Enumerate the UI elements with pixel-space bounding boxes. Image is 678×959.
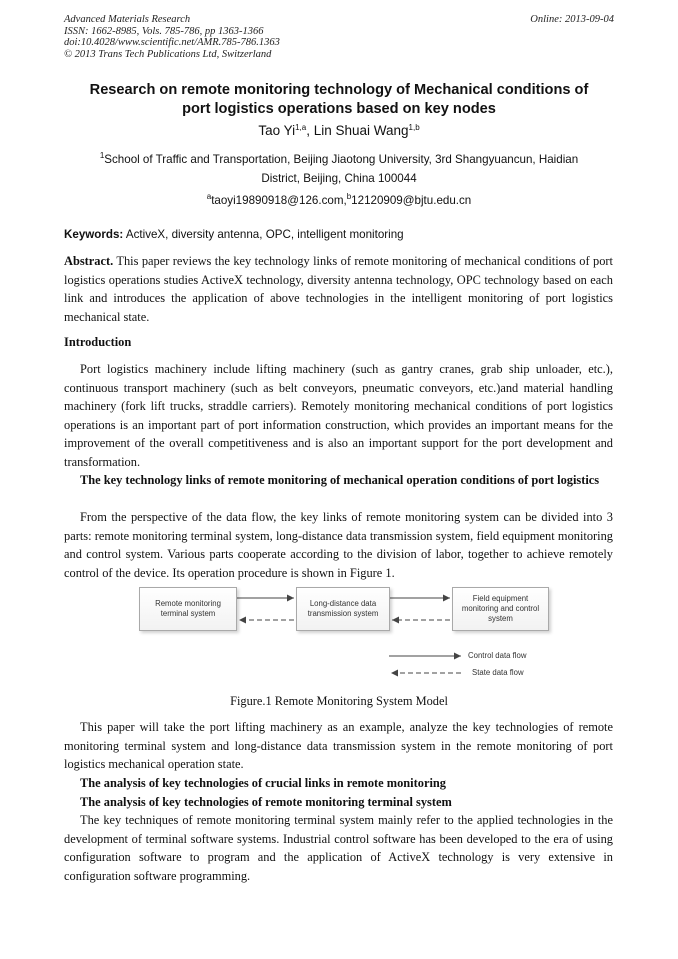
abstract	[64, 252, 613, 326]
issn-line: ISSN: 1662-8985, Vols. 785-786, pp 1363-1366	[64, 25, 264, 37]
author-1: Tao Yi	[258, 123, 296, 138]
keywords	[64, 228, 624, 241]
affiliation-sup: 1	[99, 151, 105, 160]
heading-crucial-links: The analysis of key technologies of crucial links in remote monitoring	[80, 776, 446, 790]
abstract-label: Abstract.	[64, 254, 114, 268]
email-b[interactable]: 12120909@bjtu.edu.cn	[351, 194, 472, 207]
box-field-equipment-monitoring: Field equipment monitoring and control system	[452, 587, 549, 631]
terminal-system-paragraph: The key techniques of remote monitoring terminal system mainly refer to the applied technologies in the development of terminal software systems. Industrial control software has been developed to the era of using configuration software to program and the application of ActiveX technology is very extensive in configuration software programming.	[64, 813, 613, 883]
author-separator: ,	[306, 123, 314, 138]
author-2: Lin Shuai Wang	[313, 123, 409, 138]
affiliation-line-1: School of Traffic and Transportation, Beijing Jiaotong University, 3rd Shangyuancun, Haidian	[104, 153, 579, 166]
title-line-1: Research on remote monitoring technology of Mechanical conditions of	[89, 82, 589, 98]
affiliation	[72, 150, 606, 188]
keywords-label: Keywords:	[64, 228, 124, 241]
keywords-text: ActiveX, diversity antenna, OPC, intelligent monitoring	[123, 228, 404, 241]
paragraph-after-figure: This paper will take the port lifting machinery as an example, analyze the key technologies of remote monitoring terminal system and long-distance data transmission system in the remote monitoring of port logistics mechanical operation state.	[64, 720, 613, 772]
email-a-sup: a	[206, 192, 212, 201]
heading-introduction: Introduction	[64, 335, 132, 349]
email-b-sup: b	[346, 192, 352, 201]
author-emails	[0, 194, 678, 207]
legend-control-label: Control data flow	[468, 651, 527, 660]
box-long-distance-transmission: Long-distance data transmission system	[296, 587, 390, 631]
paper-title	[54, 81, 624, 119]
section2-paragraph: From the perspective of the data flow, the key links of remote monitoring system can be divided into 3 parts: remote monitoring terminal system, long-distance data transmission system, field equipment monitoring and control system. Various parts cooperate according to the division of labor, together to achieve remotely control of the device. Its operation procedure is shown in Figure 1.	[64, 510, 613, 580]
heading-terminal-system: The analysis of key technologies of remote monitoring terminal system	[80, 795, 452, 809]
doi-line[interactable]: doi:10.4028/www.scientific.net/AMR.785-786.1363	[64, 37, 280, 48]
title-line-2: port logistics operations based on key nodes	[182, 101, 496, 117]
introduction-paragraph: Port logistics machinery include lifting machinery (such as gantry cranes, grab ship unloader, etc.), continuous transport machinery (such as belt conveyors, pneumatic conveyors, etc.)and material handling machinery (fork lift trucks, straddle carriers). Remotely monitoring mechanical conditions of port logistics operations is an important part of port information construction, which provides an important means for the improvement of the overall competitiveness and is also an important support for the port development and transformation.	[64, 362, 613, 469]
system-model-diagram	[139, 582, 551, 682]
email-a[interactable]: taoyi19890918@126.com,	[211, 194, 347, 207]
page-header	[64, 14, 614, 60]
journal-name: Advanced Materials Research	[64, 14, 191, 25]
online-date: Online: 2013-09-04	[530, 14, 614, 25]
figure-caption: Figure.1 Remote Monitoring System Model	[230, 694, 448, 708]
heading-key-technology-links: The key technology links of remote monitoring of mechanical operation conditions of port logistics	[80, 473, 600, 487]
author-1-sup: 1,a	[295, 123, 307, 132]
author-list	[0, 123, 678, 138]
copyright-line: © 2013 Trans Tech Publications Ltd, Switzerland	[64, 48, 272, 60]
abstract-text: This paper reviews the key technology links of remote monitoring of mechanical conditions of port logistics operations studies ActiveX technology, diversity antenna technology, OPC technology based on each link and introduces the application of above technologies in the intelligent monitoring of port logistics mechanical state.	[64, 254, 613, 324]
affiliation-line-2: District, Beijing, China 100044	[261, 172, 417, 185]
legend-state-label: State data flow	[472, 668, 524, 677]
box-remote-monitoring-terminal: Remote monitoring terminal system	[139, 587, 237, 631]
author-2-sup: 1,b	[408, 123, 420, 132]
